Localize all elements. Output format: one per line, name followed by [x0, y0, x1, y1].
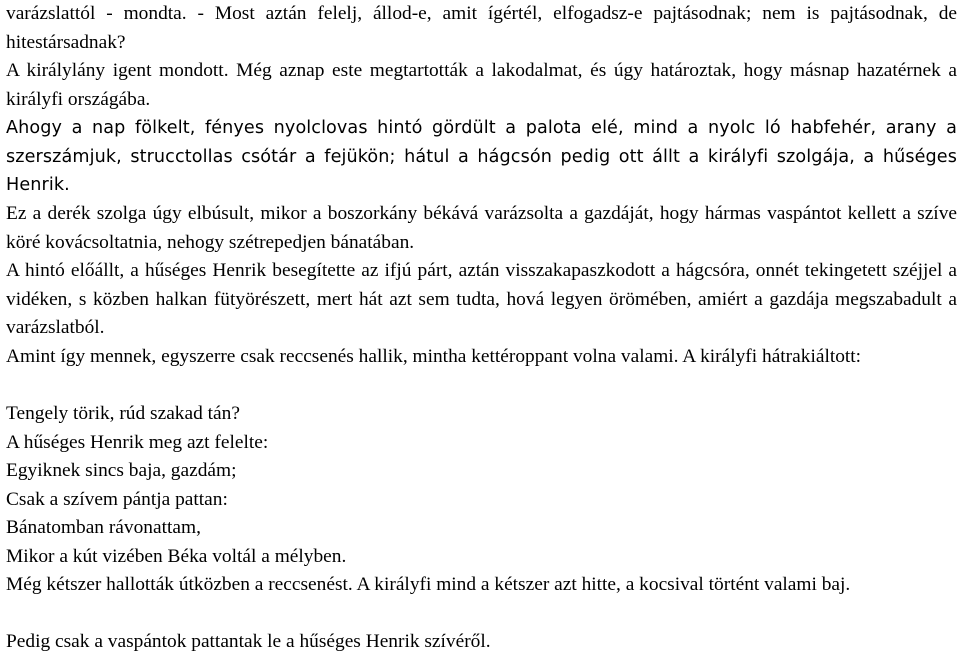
paragraph-4: Ez a derék szolga úgy elbúsult, mikor a boszorkány békává varázsolta a gazdáját, hogy hármas vaspántot kellett a szíve köré kovácsoltatnia, nehogy szétrepedjen bánatában. — [6, 203, 957, 253]
paragraph-6: Amint így mennek, egyszerre csak reccsenés hallik, mintha kettéroppant volna valami. A királyfi hátrakiáltott: — [6, 346, 862, 367]
paragraph-1: varázslattól - mondta. - Most aztán felelj, állod-e, amit ígértél, elfogadsz-e pajtásodnak; nem is pajtásodnak, de hitestársadnak? — [6, 3, 957, 53]
paragraph-8: Még kétszer hallották útközben a reccsenést. A királyfi mind a kétszer azt hitte, a kocsival történt valami baj. — [6, 574, 851, 595]
verse-line-5: Mikor a kút vizében Béka voltál a mélyben. — [6, 546, 347, 567]
verse-line-1: Tengely törik, rúd szakad tán? — [6, 403, 240, 424]
verse-line-2: Egyiknek sincs baja, gazdám; — [6, 460, 237, 481]
paragraph-3: Ahogy a nap fölkelt, fényes nyolclovas hintó gördült a palota elé, mind a nyolc ló habfehér, arany a szerszámjuk, strucctollas csótár a fejükön; hátul a hágcsón pedig ott állt a királyfi szolgája, a hűséges Henrik. — [6, 118, 957, 195]
verse-line-4: Bánatomban rávonattam, — [6, 517, 201, 538]
verse-line-3: Csak a szívem pántja pattan: — [6, 489, 228, 510]
paragraph-5: A hintó előállt, a hűséges Henrik besegítette az ifjú párt, aztán visszakapaszkodott a hágcsóra, onnét tekingetett széjjel a vidéken, s közben halkan fütyörészett, mert hát azt sem tudta, hová legyen örömében, amiért a gazdája megszabadult a varázslatból. — [6, 260, 957, 338]
paragraph-7: A hűséges Henrik meg azt felelte: — [6, 432, 269, 453]
paragraph-9: Pedig csak a vaspántok pattantak le a hűséges Henrik szívéről. — [6, 631, 491, 652]
paragraph-2: A királylány igent mondott. Még aznap este megtartották a lakodalmat, és úgy határoztak, hogy másnap hazatérnek a királyfi országába. — [6, 60, 957, 110]
